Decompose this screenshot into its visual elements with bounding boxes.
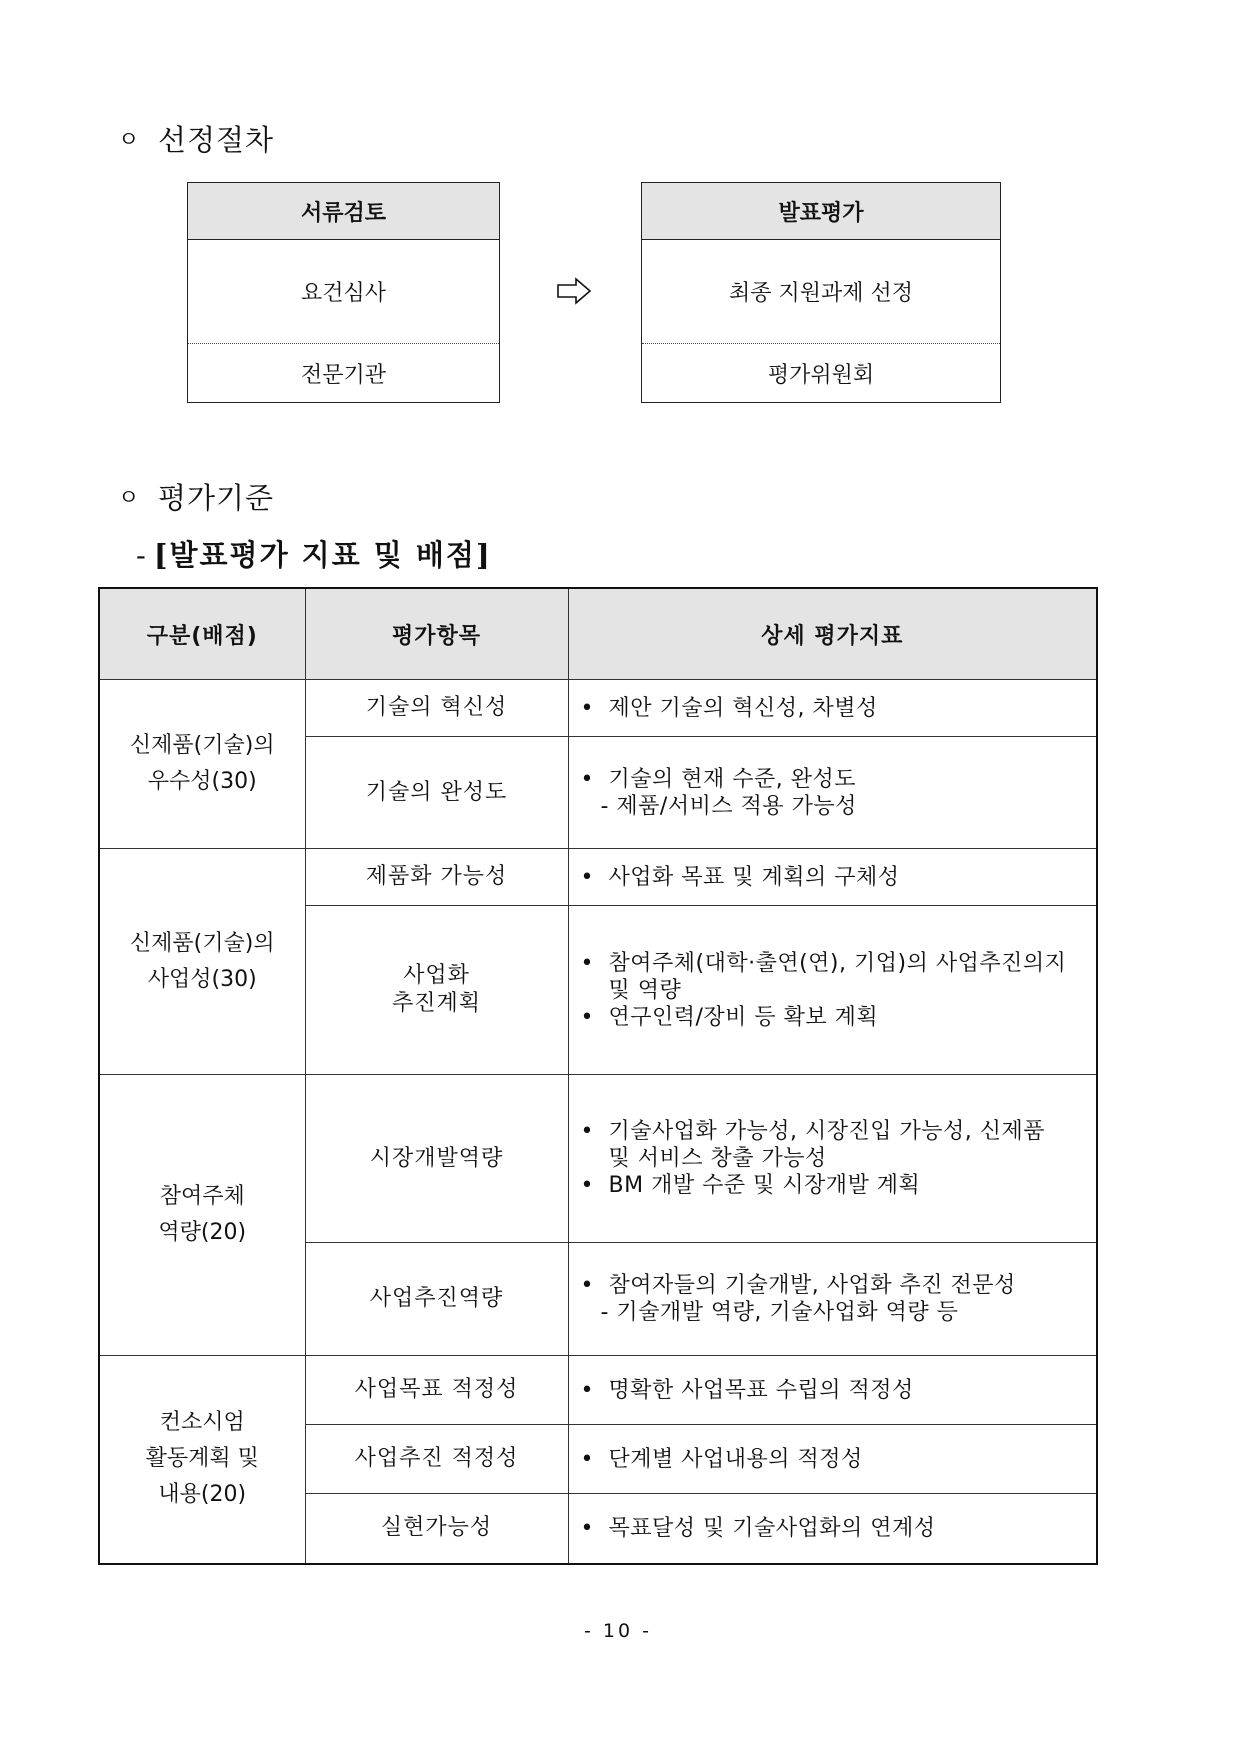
item-line: 사업추진 적정성	[354, 1446, 519, 1471]
item-cell	[305, 1356, 568, 1425]
detail-cell	[568, 1075, 1097, 1243]
category-line: 신제품(기술)의	[129, 930, 275, 956]
stage-header: 서류검토	[188, 183, 499, 240]
circle-bullet-icon: ㅇ	[118, 486, 141, 511]
category-line: 컨소시엄	[159, 1410, 245, 1436]
item-line: 기술의 혁신성	[365, 695, 508, 720]
stage-agent: 평가위원회	[767, 363, 875, 388]
section-title: 평가기준	[158, 481, 275, 515]
category-line: 내용(20)	[158, 1482, 247, 1508]
section-title: 선정절차	[158, 123, 275, 157]
stage-task: 요건심사	[188, 240, 499, 344]
category-line: 우수성(30)	[147, 769, 257, 794]
header-detail: 상세 평가지표	[568, 588, 1097, 680]
item-cell	[305, 906, 568, 1075]
detail-subitem: - 기술개발 역량, 기술사업화 역량 등	[600, 1300, 959, 1325]
detail-continuation: 및 역량	[608, 977, 682, 1003]
detail-cell	[568, 1425, 1097, 1494]
item-line: 추진계획	[391, 991, 481, 1016]
detail-bullet: • 목표달성 및 기술사업화의 연계성	[581, 1515, 1097, 1542]
detail-cell	[568, 1243, 1097, 1356]
detail-bullet: • BM 개발 수준 및 시장개발 계획	[581, 1172, 1097, 1199]
table-row	[99, 1075, 1097, 1243]
page-number: - 10 -	[584, 1620, 652, 1642]
stage-task: 최종 지원과제 선정	[642, 240, 1000, 344]
item-cell	[305, 680, 568, 737]
detail-cell	[568, 1494, 1097, 1564]
detail-bullet: • 연구인력/장비 등 확보 계획	[581, 1004, 1097, 1031]
detail-bullet: • 기술사업화 가능성, 시장진입 가능성, 신제품	[581, 1118, 1097, 1145]
table-row	[99, 680, 1097, 737]
item-cell	[305, 849, 568, 906]
category-cell	[99, 1356, 305, 1564]
process-stage-document-review	[187, 182, 500, 403]
table-caption	[136, 533, 492, 574]
detail-bullet: • 단계별 사업내용의 적정성	[581, 1446, 1097, 1473]
circle-bullet-icon: ㅇ	[118, 128, 141, 153]
item-line: 제품화 가능성	[365, 864, 508, 889]
category-line: 사업성(30)	[147, 966, 257, 992]
detail-subitem: - 제품/서비스 적용 가능성	[600, 793, 857, 819]
item-line: 사업목표 적정성	[354, 1377, 519, 1402]
detail-continuation: 및 서비스 창출 가능성	[608, 1146, 827, 1171]
item-line: 실현가능성	[380, 1515, 493, 1541]
evaluation-criteria-table	[98, 587, 1098, 1565]
detail-cell	[568, 1356, 1097, 1425]
header-item: 평가항목	[305, 588, 568, 680]
item-cell	[305, 1243, 568, 1356]
category-cell	[99, 849, 305, 1075]
category-line: 신제품(기술)의	[129, 733, 275, 758]
detail-cell	[568, 906, 1097, 1075]
category-cell	[99, 1075, 305, 1356]
detail-bullet: • 참여자들의 기술개발, 사업화 추진 전문성	[581, 1272, 1097, 1299]
item-line: 사업추진역량	[369, 1286, 504, 1311]
stage-header: 발표평가	[642, 183, 1000, 240]
table-row	[99, 849, 1097, 906]
detail-cell	[568, 737, 1097, 849]
detail-bullet: • 참여주체(대학·출연(연), 기업)의 사업추진의지	[581, 950, 1097, 977]
item-line: 기술의 완성도	[365, 779, 508, 805]
section-heading-selection	[118, 118, 274, 159]
detail-bullet: • 기술의 현재 수준, 완성도	[581, 766, 1097, 793]
category-line: 역량(20)	[158, 1220, 247, 1245]
stage-agent: 전문기관	[300, 363, 386, 388]
detail-cell	[568, 849, 1097, 906]
right-arrow-icon	[556, 276, 592, 306]
item-cell	[305, 1075, 568, 1243]
caption-dash: -	[136, 538, 148, 572]
detail-bullet: • 제안 기술의 혁신성, 차별성	[581, 695, 1097, 722]
item-line: 사업화	[403, 963, 470, 988]
process-stage-presentation-review	[641, 182, 1001, 403]
item-cell	[305, 737, 568, 849]
header-category: 구분(배점)	[99, 588, 305, 680]
category-cell	[99, 680, 305, 849]
item-cell	[305, 1425, 568, 1494]
detail-bullet: • 명확한 사업목표 수립의 적정성	[581, 1377, 1097, 1404]
table-row	[99, 1356, 1097, 1425]
detail-bullet: • 사업화 목표 및 계획의 구체성	[581, 864, 1097, 891]
item-cell	[305, 1494, 568, 1564]
caption-text: [발표평가 지표 및 배점]	[153, 538, 492, 572]
category-line: 활동계획 및	[145, 1446, 259, 1472]
detail-cell	[568, 680, 1097, 737]
section-heading-criteria	[118, 476, 274, 517]
item-line: 시장개발역량	[369, 1145, 504, 1171]
category-line: 참여주체	[159, 1184, 245, 1209]
table-header-row	[99, 588, 1097, 680]
